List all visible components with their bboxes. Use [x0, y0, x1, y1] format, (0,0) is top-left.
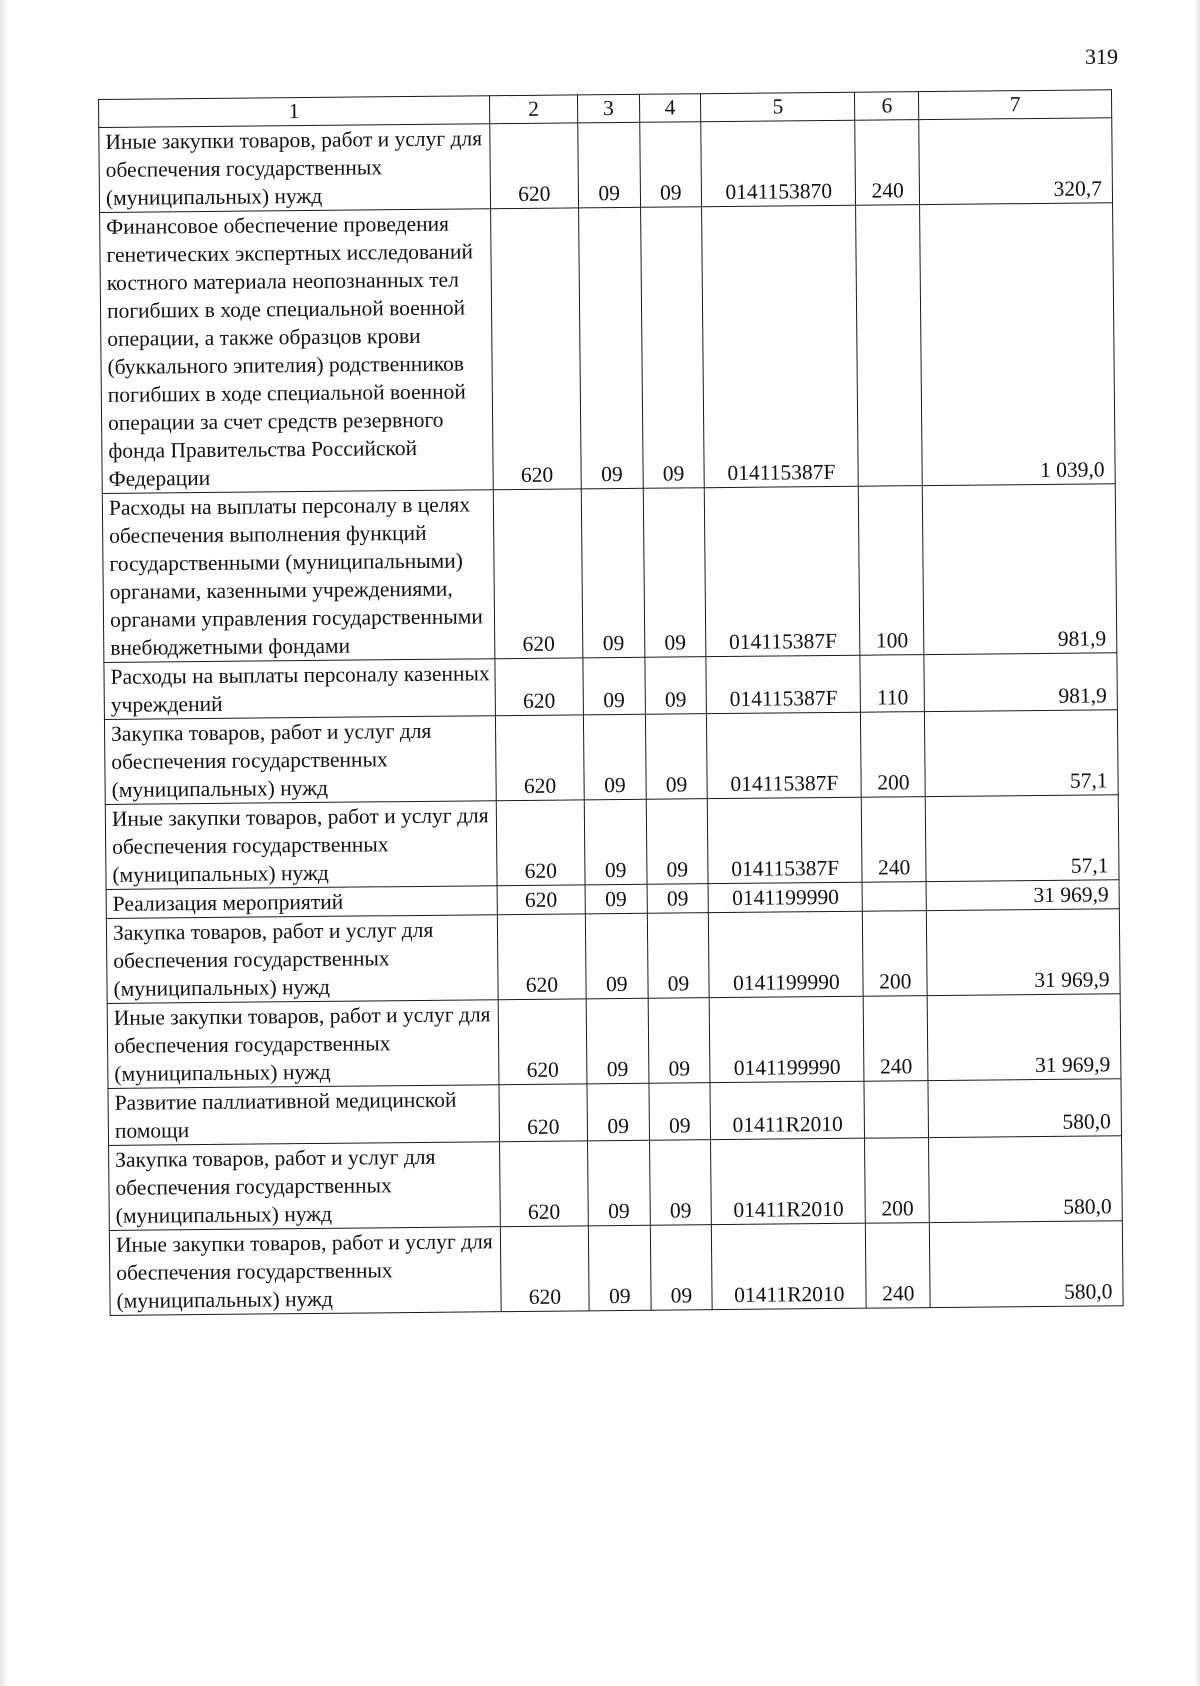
header-col-1: 1	[99, 96, 490, 128]
row-expense-type	[856, 205, 923, 487]
scan-edge-left	[0, 0, 8, 1686]
table-row	[99, 118, 1113, 213]
row-code-col-3: 09	[583, 714, 645, 800]
row-code-col-2: 620	[490, 123, 579, 209]
row-expense-type: 240	[866, 1223, 931, 1309]
row-target-article: 01411R2010	[711, 1138, 866, 1224]
row-amount: 981,9	[923, 484, 1117, 655]
row-code-col-2: 620	[497, 914, 586, 1000]
row-code-col-4: 09	[647, 884, 709, 914]
table-row	[108, 1079, 1122, 1146]
row-description: Расходы на выплаты персоналу казенных учреждений	[104, 659, 495, 720]
row-code-col-2: 620	[497, 885, 585, 915]
row-amount: 57,1	[926, 795, 1120, 882]
table-row	[104, 653, 1118, 720]
row-code-col-4: 09	[643, 488, 706, 658]
row-target-article: 01411R2010	[710, 1081, 865, 1139]
row-code-col-2: 620	[499, 1141, 588, 1227]
row-target-article: 0141199990	[709, 911, 864, 997]
row-description: Закупка товаров, работ и услуг для обеспечения государственных (муниципальных) нужд	[104, 716, 496, 805]
row-code-col-2: 620	[499, 1084, 588, 1142]
row-code-col-4: 09	[650, 1225, 712, 1311]
row-target-article: 0141153870	[701, 120, 856, 206]
row-target-article: 014115387F	[708, 797, 863, 883]
table-row	[100, 203, 1116, 494]
row-code-col-3: 09	[583, 657, 645, 715]
row-code-col-3: 09	[579, 207, 643, 489]
row-code-col-4: 09	[639, 122, 701, 208]
row-amount: 57,1	[925, 710, 1119, 797]
row-description: Реализация мероприятий	[106, 886, 497, 919]
row-code-col-3: 09	[586, 998, 648, 1084]
row-code-col-2: 620	[493, 489, 583, 659]
row-code-col-3: 09	[585, 913, 647, 999]
row-target-article: 01411R2010	[712, 1223, 867, 1309]
table-row	[102, 484, 1117, 663]
row-code-col-4: 09	[649, 1083, 711, 1141]
row-code-col-4: 09	[649, 1140, 711, 1226]
row-code-col-4: 09	[647, 913, 709, 999]
row-code-col-4: 09	[644, 657, 706, 715]
table-row	[106, 909, 1120, 1004]
row-code-col-2: 620	[498, 999, 587, 1085]
row-description: Иные закупки товаров, работ и услуг для обеспечения государственных (муниципальных) нужд	[107, 1000, 499, 1089]
row-code-col-2: 620	[495, 658, 584, 716]
row-code-col-2: 620	[500, 1226, 589, 1312]
row-description: Развитие паллиативной медицинской помощи	[108, 1085, 499, 1146]
row-amount: 31 969,9	[926, 880, 1119, 911]
budget-table	[98, 89, 1124, 1316]
row-code-col-3: 09	[578, 122, 640, 208]
header-col-7: 7	[919, 90, 1112, 120]
row-expense-type: 200	[863, 911, 928, 997]
row-amount: 981,9	[924, 653, 1117, 712]
row-amount: 580,0	[929, 1136, 1123, 1223]
row-target-article: 014115387F	[705, 486, 861, 656]
row-expense-type	[864, 1081, 928, 1139]
row-code-col-3: 09	[587, 1083, 649, 1141]
row-amount: 580,0	[928, 1079, 1121, 1138]
row-code-col-3: 09	[587, 1140, 649, 1226]
row-description: Иные закупки товаров, работ и услуг для обеспечения государственных (муниципальных) нужд	[109, 1227, 501, 1316]
header-col-4: 4	[639, 94, 701, 123]
table-row	[107, 994, 1121, 1089]
page-number: 319	[1085, 44, 1118, 69]
header-col-5: 5	[701, 92, 855, 121]
row-target-article: 0141199990	[709, 996, 864, 1082]
scan-edge-right	[1194, 0, 1200, 1686]
row-expense-type: 100	[859, 486, 924, 656]
row-target-article: 014115387F	[706, 655, 861, 713]
row-code-col-3: 09	[585, 884, 647, 914]
row-amount: 320,7	[919, 118, 1113, 205]
row-code-col-4: 09	[648, 998, 710, 1084]
row-target-article: 0141199990	[708, 882, 862, 912]
row-description: Финансовое обеспечение проведения генетических экспертных исследований костного материала неопознанных тел погибших в ходе специальной военной операции, а также образцов крови (буккального эпителия) родственников погибших в ходе специальной военной операции за счет средств резервного фонда Правительства Российской Федерации	[100, 209, 494, 494]
row-code-col-3: 09	[588, 1225, 650, 1311]
row-description: Закупка товаров, работ и услуг для обеспечения государственных (муниципальных) нужд	[106, 915, 498, 1004]
row-target-article: 014115387F	[707, 712, 862, 798]
row-code-col-4: 09	[645, 714, 707, 800]
row-code-col-2: 620	[495, 715, 584, 801]
table-body	[99, 118, 1123, 1316]
row-amount: 31 969,9	[927, 994, 1121, 1081]
row-code-col-4: 09	[646, 799, 708, 885]
row-code-col-2: 620	[490, 208, 581, 490]
table-row	[105, 795, 1119, 890]
row-expense-type: 240	[864, 996, 929, 1082]
header-col-2: 2	[489, 95, 577, 124]
row-amount: 580,0	[930, 1221, 1124, 1308]
row-code-col-4: 09	[640, 207, 704, 489]
row-description: Иные закупки товаров, работ и услуг для обеспечения государственных (муниципальных) нужд	[99, 124, 491, 213]
row-expense-type: 240	[855, 120, 920, 206]
row-expense-type	[862, 882, 926, 912]
row-target-article: 014115387F	[702, 205, 859, 487]
row-code-col-2: 620	[496, 800, 585, 886]
row-amount: 1 039,0	[920, 203, 1115, 486]
row-code-col-3: 09	[584, 799, 646, 885]
table-row	[104, 710, 1118, 805]
row-code-col-3: 09	[581, 488, 644, 658]
row-expense-type: 240	[862, 797, 927, 883]
header-col-3: 3	[577, 94, 639, 123]
row-expense-type: 110	[860, 655, 924, 713]
row-description: Иные закупки товаров, работ и услуг для обеспечения государственных (муниципальных) нужд	[105, 801, 497, 890]
row-expense-type: 200	[861, 712, 926, 798]
row-description: Закупка товаров, работ и услуг для обеспечения государственных (муниципальных) нужд	[109, 1142, 501, 1231]
row-description: Расходы на выплаты персоналу в целях обеспечения выполнения функций государственными (муниципальными) органами, казенными учреждениями, органами управления государственными внебюджетными фондами	[102, 490, 494, 663]
table-row	[109, 1136, 1123, 1231]
row-amount: 31 969,9	[927, 909, 1121, 996]
table-row	[109, 1221, 1123, 1316]
row-expense-type: 200	[865, 1138, 930, 1224]
header-col-6: 6	[855, 92, 919, 121]
